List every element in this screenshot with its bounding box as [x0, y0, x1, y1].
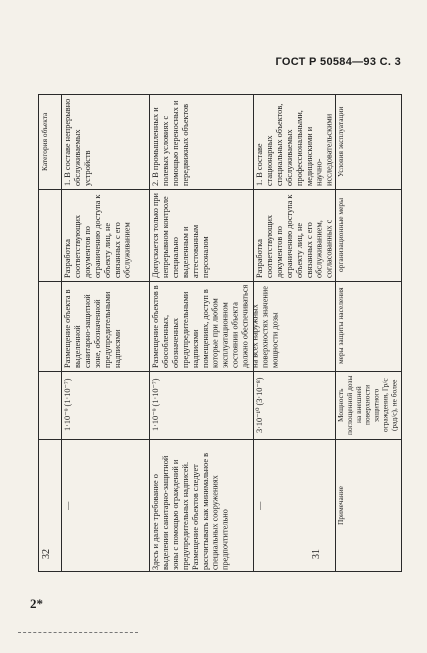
row3-protective: Размещение объекта в выделенной санитарно-защитной зоне, обозначенной предупредительными надписями [63, 289, 122, 368]
row3-category: 32 [41, 549, 52, 559]
footer-rule [18, 632, 138, 633]
row3-note: — [63, 501, 72, 511]
header-category: Категория объекта [40, 112, 49, 172]
row1-organizational: Разработка соответствующих документов по ограничению доступа к объекту лиц, не связанных с его обслуживанием, согласованных с [255, 194, 334, 278]
header-dose: Мощность поглощенной дозы на внешней поверхности защитного ограждения, Гр/с (рад/с), не более [336, 375, 399, 435]
row1-note: — [255, 501, 264, 511]
header-note: Примечание [336, 486, 345, 526]
header-conditions: Условия эксплуатации [336, 106, 345, 178]
row2-organizational: Допускается только при непрерывном контроле специально выделенным и аттестованным персоналом [151, 193, 210, 278]
row3-conditions: 1. В составе непрерывно обслуживаемых устройств [63, 98, 92, 186]
row2-dose: 1·10⁻⁹ (1·10⁻⁷) [151, 378, 160, 432]
row1-dose: 3·10⁻¹⁰ (3·10⁻⁸) [255, 377, 264, 433]
row3-organizational: Разработка соответствующих документов по ограничению доступа к объекту лиц, не связанных с его обслуживанием [63, 194, 132, 278]
row3-dose: 1·10⁻⁹ (1·10⁻⁷) [63, 378, 72, 432]
header-organizational: организационные меры [336, 197, 345, 273]
row2-conditions: 2. В промышленных и полевых условиях с помощью переносных и передвижных объектов [151, 100, 190, 186]
page-header: ГОСТ Р 50584—93 С. 3 [275, 56, 401, 68]
row1-protective: Размещение объектов в обособленных, обозначенных предупредительными надписями помещениях, доступ в которые при любом эксплуатационном состоянии объекта должно обеспечиваться на всех наружных поверхностях значение мощности дозы [151, 284, 280, 368]
row2-note: Здесь и далее требование о выделении санитарно-защитной зоны с помощью ограждений и предупредительных надписей. Размещение объектов следует рассчитывать как минимальное в специальных сооружениях предпочтительно [151, 452, 230, 570]
header-protective: меры защиты населения [336, 287, 345, 365]
page-mark: 2* [30, 596, 43, 611]
row1-conditions: 1. В составе стационарных специальных объектов, обслуживаемых профессиональными, медицинскими и научно-исследовательскими [255, 103, 334, 186]
table-grid [38, 94, 402, 572]
row1-category: 31 [311, 549, 322, 559]
